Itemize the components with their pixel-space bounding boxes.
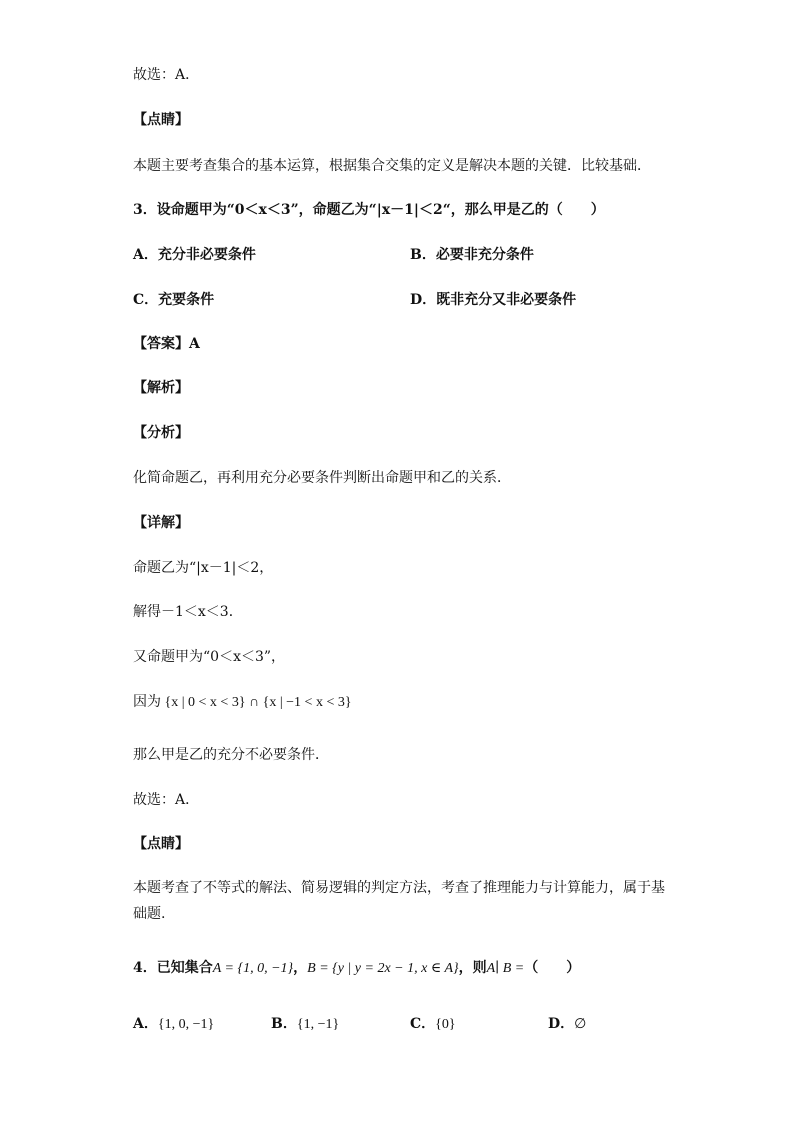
question-3-option-a: A．充分非必要条件	[133, 247, 256, 263]
question-3-detail-line-6: 故选：A．	[133, 792, 200, 808]
question-3-fenxi-heading: 【分析】	[133, 425, 189, 441]
question-4-set-b: B = {y | y = 2x − 1, x ∈ A}	[307, 961, 459, 976]
question-3-option-c: C．充要条件	[133, 292, 215, 308]
question-4-option-b-label: B．	[271, 1016, 297, 1032]
question-4-option-d-label: D．	[548, 1016, 575, 1032]
question-4-set-a: A = {1, 0, −1}	[212, 961, 294, 976]
question-3-answer: 【答案】A	[133, 336, 200, 352]
question-3-stem: 3．设命题甲为“0＜x＜3”，命题乙为“|x－1|＜2“，那么甲是乙的（ ）	[133, 202, 605, 218]
question-3-fenxi-text: 化简命题乙，再利用充分必要条件判断出命题甲和乙的关系．	[133, 470, 511, 486]
question-3-comment-text: 本题考查了不等式的解法、简易逻辑的判定方法，考查了推理能力与计算能力，属于基础题.	[133, 880, 665, 922]
previous-comment-heading: 【点睛】	[133, 112, 189, 128]
question-4-option-a-label: A．	[133, 1016, 158, 1032]
question-3-detail-line-3: 又命题甲为“0＜x＜3”，	[133, 649, 286, 665]
question-4-stem-mid: ，则	[458, 960, 487, 976]
question-3-detail-line-2: 解得－1＜x＜3．	[133, 604, 243, 620]
question-4-option-b-value: {1, −1}	[296, 1017, 340, 1032]
previous-answer-line: 故选：A．	[133, 67, 200, 83]
question-3-detail-heading: 【详解】	[133, 515, 189, 531]
question-4-option-c-value: {0}	[435, 1017, 456, 1032]
question-3-comment-heading: 【点睛】	[133, 836, 189, 852]
question-4-expression: A∣ B =	[486, 961, 525, 976]
question-4-stem	[133, 959, 580, 978]
question-4-option-c	[410, 1015, 456, 1034]
question-4-option-d-value: ∅	[574, 1017, 587, 1032]
question-3-detail-line-5: 那么甲是乙的充分不必要条件．	[133, 747, 329, 763]
question-4-stem-prefix: 4．已知集合	[133, 960, 213, 976]
question-4-option-b	[271, 1015, 339, 1034]
question-4-option-d	[548, 1015, 586, 1034]
question-3-option-d: D．既非充分又非必要条件	[410, 292, 577, 308]
previous-comment-text: 本题主要考查集合的基本运算，根据集合交集的定义是解决本题的关键．比较基础．	[133, 158, 651, 174]
question-3-detail-line-4: 因为 {x | 0 < x < 3} ∩ {x | −1 < x < 3}	[133, 695, 352, 710]
question-4-stem-end: （ ）	[524, 960, 581, 976]
question-4-option-a	[133, 1015, 214, 1034]
question-4-separator: ，	[293, 960, 308, 976]
question-3-analysis-heading: 【解析】	[133, 380, 189, 396]
question-3-detail-line-1: 命题乙为“|x－1|＜2，	[133, 560, 274, 576]
question-4-option-a-value: {1, 0, −1}	[157, 1017, 215, 1032]
question-4-option-c-label: C．	[410, 1016, 436, 1032]
question-3-option-b: B．必要非充分条件	[410, 247, 534, 263]
